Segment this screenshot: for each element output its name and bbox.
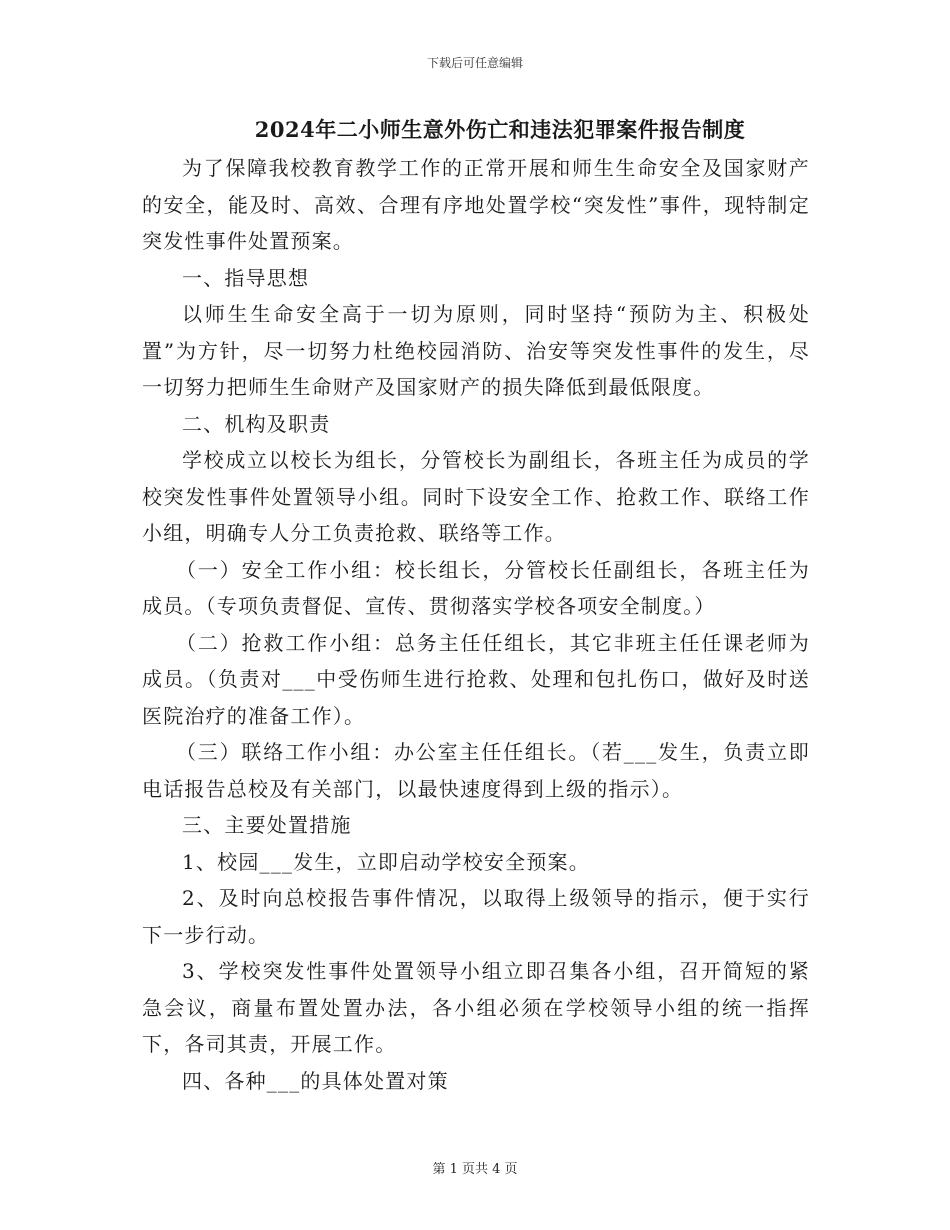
- page-footer: 第 1 页共 4 页: [432, 1162, 518, 1177]
- paragraph-measure-2: 2、及时向总校报告事件情况，以取得上级领导的指示，便于实行下一步行动。: [142, 886, 810, 947]
- paragraph-guiding-principle: 以师生生命安全高于一切为原则，同时坚持“预防为主、积极处置”为方针，尽一切努力杜绝校园消防、治安等突发性事件的发生，尽一切努力把师生生命财产及国家财产的损失降低到最低限度。: [142, 302, 810, 399]
- header-note: 下载后可任意编辑: [426, 56, 523, 70]
- paragraph-measure-1: 1、校园___发生，立即启动学校安全预案。: [182, 849, 590, 874]
- section-heading-1: 一、指导思想: [182, 265, 310, 290]
- section-heading-3: 三、主要处置措施: [182, 813, 352, 837]
- paragraph-safety-group: （一）安全工作小组：校长组长，分管校长任副组长，各班主任为成员。（专项负责督促、宣传、贯彻落实学校各项安全制度。）: [142, 557, 810, 618]
- section-heading-2: 二、机构及职责: [182, 411, 331, 436]
- paragraph-liaison-group: （三）联络工作小组：办公室主任任组长。（若___发生，负责立即电话报告总校及有关部门，以最快速度得到上级的指示）。: [142, 740, 810, 801]
- paragraph-rescue-group: （二）抢救工作小组：总务主任任组长，其它非班主任任课老师为成员。（负责对___中受伤师生进行抢救、处理和包扎伤口，做好及时送医院治疗的准备工作）。: [142, 630, 810, 728]
- document-title: 2024年二小师生意外伤亡和违法犯罪案件报告制度: [254, 117, 746, 142]
- paragraph-organization: 学校成立以校长为组长，分管校长为副组长，各班主任为成员的学校突发性事件处置领导小组。同时下设安全工作、抢救工作、联络工作小组，明确专人分工负责抢救、联络等工作。: [142, 448, 810, 545]
- section-heading-4: 四、各种___的具体处置对策: [182, 1068, 449, 1093]
- paragraph-intro: 为了保障我校教育教学工作的正常开展和师生生命安全及国家财产的安全，能及时、高效、合理有序地处置学校“突发性”事件，现特制定突发性事件处置预案。: [142, 156, 810, 253]
- document-body: [142, 150, 810, 1099]
- paragraph-measure-3: 3、学校突发性事件处置领导小组立即召集各小组，召开简短的紧急会议，商量布置处置办法，各小组必须在学校领导小组的统一指挥下，各司其责，开展工作。: [142, 959, 810, 1056]
